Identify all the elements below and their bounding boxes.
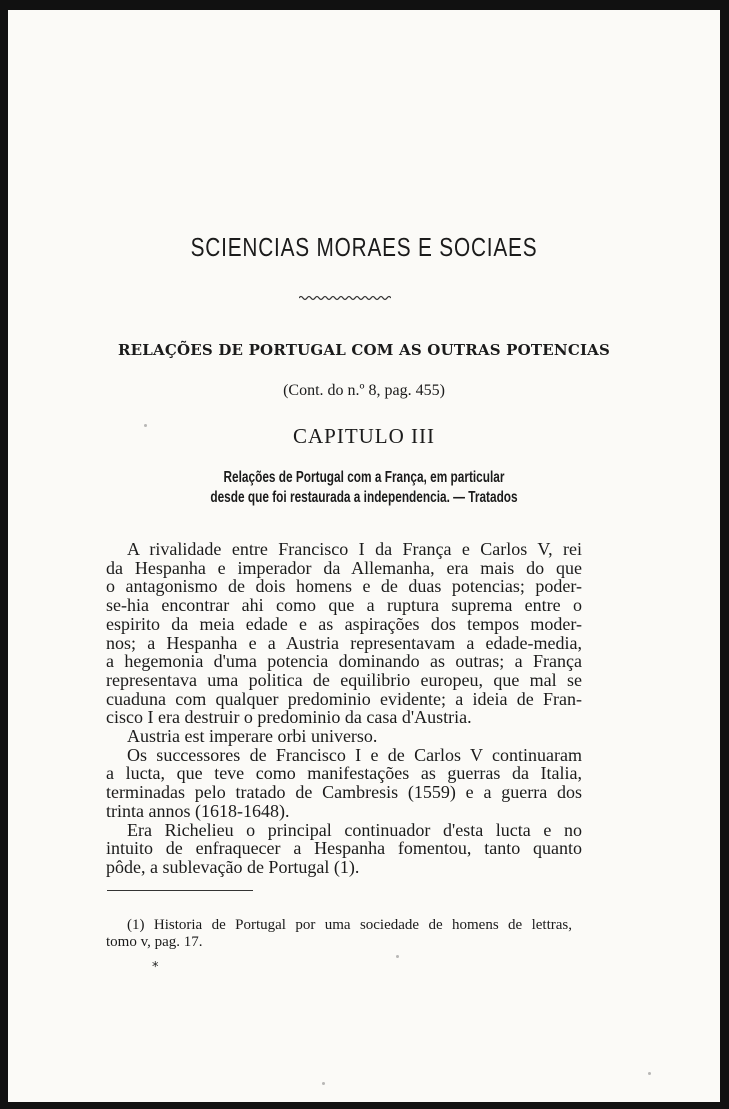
chapter-title: CAPITULO III xyxy=(292,424,436,448)
paper-speck xyxy=(322,1082,325,1085)
footnote-line: (1) Historia de Portugal por uma sociedade de homens de lettras, xyxy=(127,917,572,933)
document-page xyxy=(8,10,720,1102)
chapter-subtitle-line: desde que foi restaurada a independencia. — Tratados xyxy=(210,489,518,506)
wavy-ornament xyxy=(299,294,391,302)
footnote xyxy=(106,917,572,951)
body-line: Os successores de Francisco I e de Carlos V continuaram xyxy=(127,744,582,765)
chapter-subtitle xyxy=(101,468,628,508)
footnote-divider xyxy=(107,890,253,891)
body-text xyxy=(106,540,582,877)
body-line: Austria est imperare orbi universo. xyxy=(127,726,378,747)
paper-speck xyxy=(144,424,147,427)
body-line: a hegemonia d'uma potencia dominando as outras; a França xyxy=(106,651,582,672)
paper-speck xyxy=(648,1072,651,1075)
body-line: A rivalidade entre Francisco I da França e Carlos V, rei xyxy=(127,539,582,559)
body-line: o antagonismo de dois homens e de duas potencias; poder- xyxy=(106,576,582,597)
body-line: Era Richelieu o principal continuador d'esta lucta e no xyxy=(127,819,582,840)
body-line: representava uma politica de equilibrio europeu, que mal se xyxy=(106,669,582,690)
article-title: RELAÇÕES DE PORTUGAL COM AS OUTRAS POTENCIAS xyxy=(117,341,611,359)
body-line: da Hespanha e imperador da Allemanha, era mais do que xyxy=(106,557,582,578)
footnote-line: tomo v, pag. 17. xyxy=(106,934,203,950)
body-line: terminadas pelo tratado de Cambresis (1559) e a guerra dos xyxy=(106,782,582,803)
section-title: SCIENCIAS MORAES E SOCIAES xyxy=(190,232,538,262)
body-line: espirito da meia edade e as aspirações dos tempos moder- xyxy=(106,613,582,634)
body-line: se-hia encontrar ahi como que a ruptura suprema entre o xyxy=(106,595,582,616)
body-line: cisco I era destruir o predominio da casa d'Austria. xyxy=(106,707,472,728)
body-line: a lucta, que teve como manifestações as guerras da Italia, xyxy=(106,763,582,784)
body-line: trinta annos (1618-1648). xyxy=(106,800,290,821)
body-line: cuaduna com qualquer predominio evidente; a ideia de Fran- xyxy=(106,688,582,709)
body-line: intuito de enfraquecer a Hespanha fomentou, tanto quanto xyxy=(106,838,582,859)
chapter-subtitle-line: Relações de Portugal com a França, em particular xyxy=(223,469,505,486)
body-line: nos; a Hespanha e a Austria representavam a edade-media, xyxy=(106,632,582,653)
paper-speck xyxy=(396,955,399,958)
continuation-note: (Cont. do n.º 8, pag. 455) xyxy=(283,382,445,399)
footnote-mark: * xyxy=(152,960,159,975)
body-line: pôde, a sublevação de Portugal (1). xyxy=(106,856,360,877)
